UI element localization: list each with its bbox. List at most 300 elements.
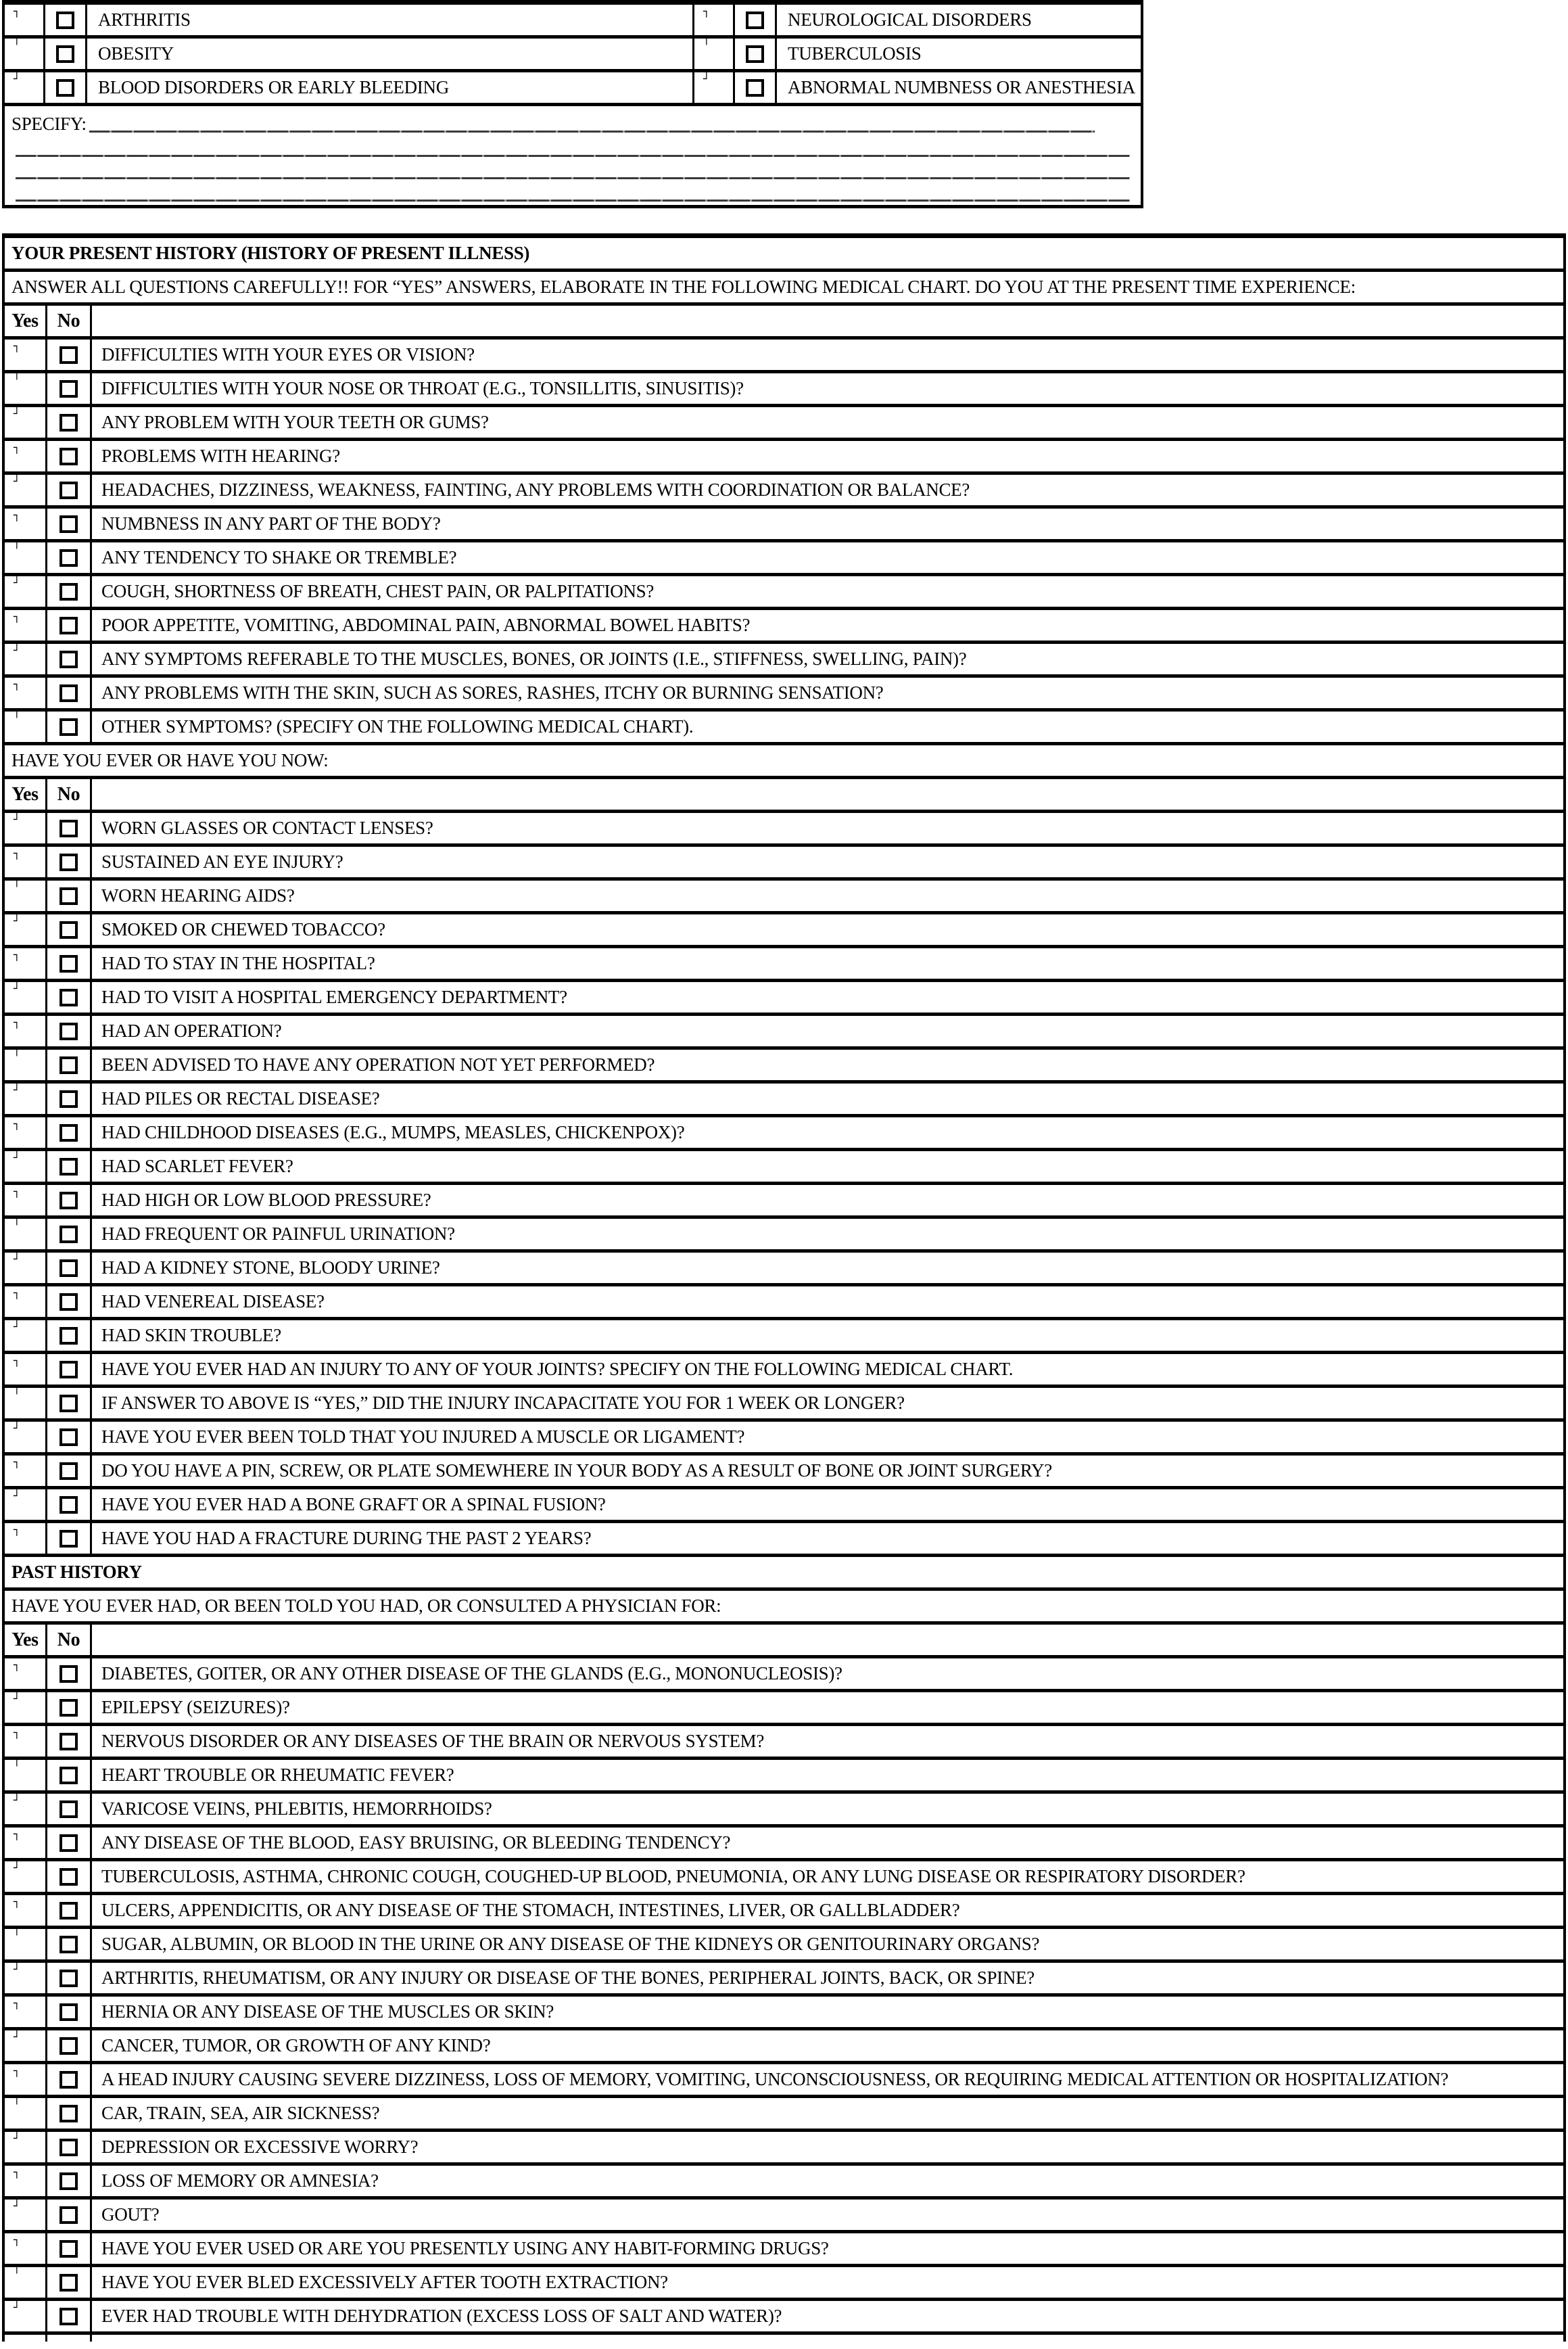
no-checkbox-cell[interactable] [47,1286,92,1317]
question-text: ANY SYMPTOMS REFERABLE TO THE MUSCLES, BONES, OR JOINTS (I.E., STIFFNESS, SWELLING, PAIN)? [101,649,967,669]
no-checkbox[interactable] [60,1327,78,1345]
question-text: CAR, TRAIN, SEA, AIR SICKNESS? [101,2103,380,2123]
no-checkbox-cell[interactable] [47,1861,92,1892]
question-text: HEART TROUBLE OR RHEUMATIC FEVER? [101,1765,454,1785]
no-checkbox-cell[interactable] [47,1456,92,1486]
checkbox-cell-left[interactable] [5,5,45,35]
question-row [5,576,1563,610]
no-checkbox-cell[interactable] [47,1084,92,1114]
yes-checkbox-cell[interactable] [5,2200,47,2230]
question-cell [92,712,1563,742]
no-checkbox-cell[interactable] [47,914,92,945]
checkbox-artifact-mark: ┐ [14,441,20,454]
yes-checkbox-cell[interactable] [5,948,47,979]
no-cell [47,2335,92,2342]
checkbox-cell[interactable] [735,72,777,103]
no-checkbox[interactable] [60,2105,78,2122]
question-cell [92,1320,1563,1351]
question-text: POOR APPETITE, VOMITING, ABDOMINAL PAIN, ABNORMAL BOWEL HABITS? [101,615,751,635]
yes-checkbox-cell[interactable] [5,1760,47,1790]
question-text: ANY TENDENCY TO SHAKE OR TREMBLE? [101,547,457,567]
no-checkbox-cell[interactable] [47,2030,92,2061]
no-checkbox[interactable] [60,887,78,905]
no-checkbox[interactable] [60,854,78,871]
yes-checkbox-cell[interactable] [5,1828,47,1858]
question-text: HAD TO VISIT A HOSPITAL EMERGENCY DEPARTMENT? [101,987,567,1007]
question-text: COUGH, SHORTNESS OF BREATH, CHEST PAIN, OR PALPITATIONS? [101,581,655,601]
no-checkbox[interactable] [60,1428,78,1446]
no-checkbox[interactable] [60,1158,78,1176]
no-checkbox-cell[interactable] [47,1963,92,1993]
empty-checkbox[interactable] [56,45,74,63]
yes-checkbox-cell[interactable] [5,1084,47,1114]
past-history-title-text: PAST HISTORY [11,1562,142,1582]
question-cell [92,1286,1563,1317]
question-cell [92,1658,1563,1689]
yes-checkbox-cell[interactable] [5,644,47,674]
question-row [5,373,1563,407]
no-checkbox[interactable] [60,718,78,736]
no-checkbox[interactable] [60,2240,78,2258]
no-checkbox-cell[interactable] [47,1726,92,1757]
no-checkbox-cell[interactable] [47,1185,92,1215]
checkbox-artifact-mark: ┘ [14,1253,20,1265]
no-checkbox-cell[interactable] [47,2132,92,2162]
question-text: LOSS OF MEMORY OR AMNESIA? [101,2170,379,2191]
yes-checkbox-cell[interactable] [5,576,47,607]
question-row [5,2233,1563,2267]
yes-checkbox-cell[interactable] [5,1794,47,1824]
no-checkbox[interactable] [60,1259,78,1277]
no-checkbox[interactable] [60,380,78,398]
question-text: HAVE YOU EVER HAD AN INJURY TO ANY OF YOUR JOINTS? SPECIFY ON THE FOLLOWING MEDICAL CHART. [101,1359,1014,1379]
yes-checkbox-cell[interactable] [5,678,47,708]
empty-checkbox[interactable] [746,11,764,29]
question-cell [92,2200,1563,2230]
question-text: HAD SCARLET FEVER? [101,1156,293,1176]
checkbox-cell-left[interactable] [5,72,45,103]
checkbox-artifact-mark: ╵ [14,1929,20,1942]
yes-checkbox-cell[interactable] [5,2132,47,2162]
yes-checkbox-cell[interactable] [5,2098,47,2129]
checkbox-artifact-mark: ┐ [14,847,20,860]
yes-checkbox-cell[interactable] [5,373,47,404]
no-checkbox[interactable] [60,1192,78,1209]
no-checkbox-cell[interactable] [47,1997,92,2027]
question-cell [92,2335,1563,2342]
no-checkbox-cell[interactable] [47,2064,92,2095]
yes-checkbox-cell[interactable] [5,2267,47,2298]
no-checkbox-cell[interactable] [47,1760,92,1790]
yes-checkbox-cell[interactable] [5,1050,47,1080]
question-cell [92,1692,1563,1723]
question-text: PROBLEMS WITH HEARING? [101,446,340,466]
question-row [5,1016,1563,1050]
empty-checkbox[interactable] [56,11,74,29]
checkbox-cell-left[interactable] [694,5,735,35]
checkbox-artifact-mark: ╵ [14,2267,20,2280]
question-row [5,914,1563,948]
question-cell [92,644,1563,674]
checkbox-artifact-mark: ┐ [14,610,20,623]
no-checkbox-cell[interactable] [47,542,92,573]
checkbox-artifact-mark: ┘ [14,1692,20,1705]
no-checkbox[interactable] [60,515,78,533]
question-cell [92,1760,1563,1790]
question-cell [92,1016,1563,1046]
yes-checkbox-cell[interactable] [5,1456,47,1486]
question-row [5,982,1563,1016]
question-cell [92,1185,1563,1215]
checkbox-artifact-mark: ┐ [14,1286,20,1299]
question-text: OTHER SYMPTOMS? (SPECIFY ON THE FOLLOWING MEDICAL CHART). [101,716,694,737]
no-checkbox[interactable] [60,1023,78,1040]
no-checkbox-cell[interactable] [47,576,92,607]
question-row [5,1523,1563,1557]
no-checkbox[interactable] [60,482,78,499]
question-cell [92,1354,1563,1385]
no-checkbox[interactable] [60,414,78,432]
yes-checkbox-cell[interactable] [5,1658,47,1689]
no-checkbox-cell[interactable] [47,982,92,1013]
checkbox-cell[interactable] [45,39,87,69]
no-checkbox[interactable] [60,651,78,668]
question-cell [92,1895,1563,1926]
no-checkbox[interactable] [60,2206,78,2224]
no-checkbox-cell[interactable] [47,1151,92,1182]
question-cell [92,1794,1563,1824]
yes-checkbox-cell[interactable] [5,2030,47,2061]
no-checkbox-cell[interactable] [47,1422,92,1452]
present-history-title-text: YOUR PRESENT HISTORY (HISTORY OF PRESENT ILLNESS) [11,243,530,263]
checkbox-cell[interactable] [45,5,87,35]
question-text: A HEAD INJURY CAUSING SEVERE DIZZINESS, LOSS OF MEMORY, VOMITING, UNCONSCIOUSNESS, OR REQUIRING MEDICAL ATTENTION OR HOSPITALIZATION? [101,2069,1448,2089]
no-checkbox[interactable] [60,1090,78,1108]
question-text: HAD CHILDHOOD DISEASES (E.G., MUMPS, MEASLES, CHICKENPOX)? [101,1122,685,1142]
no-checkbox[interactable] [60,2071,78,2089]
no-checkbox-cell[interactable] [47,1320,92,1351]
question-cell [92,847,1563,877]
no-checkbox-cell[interactable] [47,475,92,505]
yes-cell [5,2335,47,2342]
no-column-header: No [47,306,92,336]
no-checkbox-cell[interactable] [47,1794,92,1824]
question-row [5,509,1563,542]
no-checkbox[interactable] [60,1496,78,1514]
no-checkbox[interactable] [60,1800,78,1818]
yes-checkbox-cell[interactable] [5,813,47,843]
question-cell [92,610,1563,641]
yes-checkbox-cell[interactable] [5,610,47,641]
no-checkbox[interactable] [60,820,78,837]
question-cell [92,948,1563,979]
no-checkbox-cell[interactable] [47,1692,92,1723]
no-checkbox-cell[interactable] [47,1050,92,1080]
question-row [5,1456,1563,1489]
no-checkbox-cell[interactable] [47,1354,92,1385]
yes-checkbox-cell[interactable] [5,1151,47,1182]
question-cell [92,1997,1563,2027]
present-history-instructions-text: ANSWER ALL QUESTIONS CAREFULLY!! FOR “YES” ANSWERS, ELABORATE IN THE FOLLOWING MEDICAL CHART. DO YOU AT THE PRESENT TIME EXPERIENCE: [11,277,1356,297]
no-checkbox-cell[interactable] [47,813,92,843]
checkbox-artifact-mark: ┐ [14,1185,20,1198]
no-checkbox-cell[interactable] [47,2098,92,2129]
question-row [5,542,1563,576]
condition-label: OBESITY [87,39,694,69]
question-row [5,1354,1563,1388]
no-checkbox-cell[interactable] [47,1895,92,1926]
question-cell [92,509,1563,539]
no-checkbox[interactable] [60,989,78,1006]
no-checkbox-cell[interactable] [47,340,92,370]
yes-checkbox-cell[interactable] [5,340,47,370]
no-checkbox[interactable] [60,2172,78,2190]
question-row [5,475,1563,509]
cut-off-next-row [5,2335,1563,2342]
question-text: HAD TO STAY IN THE HOSPITAL? [101,953,375,973]
yes-checkbox-cell[interactable] [5,1523,47,1554]
question-cell [92,1828,1563,1858]
yes-checkbox-cell[interactable] [5,1726,47,1757]
no-checkbox[interactable] [60,617,78,634]
yes-checkbox-cell[interactable] [5,1016,47,1046]
question-row [5,2166,1563,2200]
no-checkbox-cell[interactable] [47,509,92,539]
question-row [5,1253,1563,1286]
yes-checkbox-cell[interactable] [5,712,47,742]
ever-or-now-yesno-header [5,779,1563,813]
no-checkbox-cell[interactable] [47,610,92,641]
question-cell [92,1388,1563,1418]
checkbox-artifact-mark: ┘ [14,1320,20,1333]
yes-checkbox-cell[interactable] [5,1320,47,1351]
question-text: WORN HEARING AIDS? [101,885,295,906]
question-row [5,407,1563,441]
no-checkbox[interactable] [60,684,78,702]
no-checkbox-cell[interactable] [47,1828,92,1858]
checkbox-cell[interactable] [735,39,777,69]
question-row [5,1726,1563,1760]
question-text: CANCER, TUMOR, OR GROWTH OF ANY KIND? [101,2035,491,2055]
no-checkbox-cell[interactable] [47,373,92,404]
question-cell [92,2064,1563,2095]
question-text: HAD SKIN TROUBLE? [101,1325,281,1345]
present-history-yesno-header [5,306,1563,340]
no-checkbox-cell[interactable] [47,1489,92,1520]
checkbox-artifact-mark: ┐ [14,678,20,691]
specify-label: SPECIFY: [11,114,87,134]
no-checkbox-cell[interactable] [47,1253,92,1283]
no-checkbox-cell[interactable] [47,2166,92,2196]
no-checkbox-cell[interactable] [47,2301,92,2331]
yes-checkbox-cell[interactable] [5,1489,47,1520]
yes-checkbox-cell[interactable] [5,1963,47,1993]
checkbox-cell-left[interactable] [694,72,735,103]
checkbox-cell-left[interactable] [5,39,45,69]
no-checkbox[interactable] [60,1395,78,1412]
question-text: TUBERCULOSIS, ASTHMA, CHRONIC COUGH, COUGHED-UP BLOOD, PNEUMONIA, OR ANY LUNG DISEASE OR RESPIRATORY DISORDER? [101,1866,1245,1886]
question-text: HAD VENEREAL DISEASE? [101,1291,325,1311]
question-text: HEADACHES, DIZZINESS, WEAKNESS, FAINTING, ANY PROBLEMS WITH COORDINATION OR BALANCE? [101,480,970,500]
no-checkbox[interactable] [60,2003,78,2021]
no-checkbox-cell[interactable] [47,678,92,708]
question-cell [92,1523,1563,1554]
no-checkbox-cell[interactable] [47,712,92,742]
question-text: HAD A KIDNEY STONE, BLOODY URINE? [101,1257,440,1278]
condition-checklist-table [2,0,1143,208]
specify-write-line[interactable] [16,155,1130,157]
no-checkbox[interactable] [60,346,78,364]
no-checkbox[interactable] [60,2274,78,2292]
yes-checkbox-cell[interactable] [5,509,47,539]
no-checkbox[interactable] [60,1868,78,1886]
question-row [5,1050,1563,1084]
no-checkbox-cell[interactable] [47,644,92,674]
no-checkbox-cell[interactable] [47,2200,92,2230]
no-checkbox[interactable] [60,1293,78,1311]
specify-write-line[interactable] [16,177,1130,179]
checkbox-artifact-mark: ┘ [14,576,20,589]
yes-checkbox-cell[interactable] [5,847,47,877]
checkbox-artifact-mark: ╵ [14,39,20,51]
checkbox-artifact-mark: ┘ [14,72,20,85]
yes-checkbox-cell[interactable] [5,1388,47,1418]
no-checkbox[interactable] [60,1936,78,1953]
question-row [5,1760,1563,1794]
question-row [5,610,1563,644]
yes-checkbox-cell[interactable] [5,407,47,438]
yes-checkbox-cell[interactable] [5,1185,47,1215]
no-checkbox[interactable] [60,583,78,601]
yes-column-header: Yes [5,779,47,810]
ever-or-now-header-text: HAVE YOU EVER OR HAVE YOU NOW: [11,750,329,770]
question-text: SUGAR, ALBUMIN, OR BLOOD IN THE URINE OR ANY DISEASE OF THE KIDNEYS OR GENITOURINARY ORGANS? [101,1934,1040,1954]
yes-checkbox-cell[interactable] [5,982,47,1013]
no-checkbox[interactable] [60,1226,78,1243]
no-checkbox-cell[interactable] [47,2267,92,2298]
checkbox-cell[interactable] [45,72,87,103]
specify-write-line[interactable] [16,200,1130,202]
no-column-header: No [47,779,92,810]
yes-checkbox-cell[interactable] [5,1253,47,1283]
yes-checkbox-cell[interactable] [5,1422,47,1452]
no-checkbox[interactable] [60,1056,78,1074]
no-checkbox[interactable] [60,1767,78,1784]
no-checkbox[interactable] [60,921,78,939]
checkbox-artifact-mark: ┐ [14,2233,20,2246]
no-checkbox[interactable] [60,955,78,973]
yes-checkbox-cell[interactable] [5,542,47,573]
question-row [5,813,1563,847]
no-checkbox-cell[interactable] [47,847,92,877]
no-checkbox[interactable] [60,2139,78,2156]
empty-checkbox[interactable] [746,45,764,63]
yes-checkbox-cell[interactable] [5,2064,47,2095]
question-row [5,644,1563,678]
yes-checkbox-cell[interactable] [5,1861,47,1892]
no-checkbox-cell[interactable] [47,948,92,979]
no-checkbox[interactable] [60,1733,78,1750]
no-checkbox-cell[interactable] [47,407,92,438]
no-checkbox-cell[interactable] [47,1117,92,1148]
empty-checkbox[interactable] [746,79,764,97]
question-cell [92,1861,1563,1892]
yes-checkbox-cell[interactable] [5,2301,47,2331]
no-checkbox-cell[interactable] [47,1523,92,1554]
no-checkbox[interactable] [60,2308,78,2325]
question-row [5,2200,1563,2233]
yes-checkbox-cell[interactable] [5,475,47,505]
yes-checkbox-cell[interactable] [5,1692,47,1723]
no-checkbox-cell[interactable] [47,1388,92,1418]
question-column-header [92,306,1563,336]
past-history-header-text: HAVE YOU EVER HAD, OR BEEN TOLD YOU HAD, OR CONSULTED A PHYSICIAN FOR: [11,1596,721,1616]
yes-checkbox-cell[interactable] [5,914,47,945]
yes-checkbox-cell[interactable] [5,2166,47,2196]
specify-write-line[interactable] [89,131,1095,133]
no-checkbox-cell[interactable] [47,1219,92,1249]
medical-history-table [2,233,1566,2342]
yes-checkbox-cell[interactable] [5,1354,47,1385]
no-checkbox[interactable] [60,1361,78,1378]
checkbox-artifact-mark: ╵ [14,1388,20,1401]
checkbox-artifact-mark: ┐ [14,1456,20,1468]
yes-checkbox-cell[interactable] [5,441,47,471]
no-checkbox-cell[interactable] [47,441,92,471]
yes-checkbox-cell[interactable] [5,2233,47,2264]
question-row [5,1422,1563,1456]
no-checkbox[interactable] [60,1665,78,1683]
no-checkbox-cell[interactable] [47,1016,92,1046]
yes-checkbox-cell[interactable] [5,1219,47,1249]
yes-column-header: Yes [5,306,47,336]
no-checkbox[interactable] [60,2037,78,2055]
question-row [5,1388,1563,1422]
no-checkbox-cell[interactable] [47,2233,92,2264]
question-row [5,847,1563,881]
no-checkbox[interactable] [60,1699,78,1717]
no-checkbox-cell[interactable] [47,881,92,911]
yes-checkbox-cell[interactable] [5,1286,47,1317]
no-checkbox[interactable] [60,1530,78,1548]
checkbox-cell-left[interactable] [694,39,735,69]
yes-checkbox-cell[interactable] [5,1117,47,1148]
question-cell [92,2098,1563,2129]
no-checkbox[interactable] [60,549,78,567]
checkbox-cell[interactable] [735,5,777,35]
question-row [5,1185,1563,1219]
empty-checkbox[interactable] [56,79,74,97]
checkbox-artifact-mark: ┐ [14,1658,20,1671]
no-checkbox-cell[interactable] [47,1929,92,1959]
no-checkbox[interactable] [60,1970,78,1987]
no-checkbox[interactable] [60,1834,78,1852]
yes-checkbox-cell[interactable] [5,1929,47,1959]
yes-checkbox-cell[interactable] [5,881,47,911]
no-checkbox[interactable] [60,448,78,465]
no-checkbox[interactable] [60,1902,78,1920]
yes-checkbox-cell[interactable] [5,1997,47,2027]
question-row [5,2132,1563,2166]
question-cell [92,1963,1563,1993]
checkbox-artifact-mark: ┘ [14,2132,20,2145]
no-checkbox[interactable] [60,1462,78,1480]
no-checkbox-cell[interactable] [47,1658,92,1689]
question-row [5,712,1563,745]
question-row [5,1929,1563,1963]
yes-checkbox-cell[interactable] [5,1895,47,1926]
no-checkbox[interactable] [60,1124,78,1142]
